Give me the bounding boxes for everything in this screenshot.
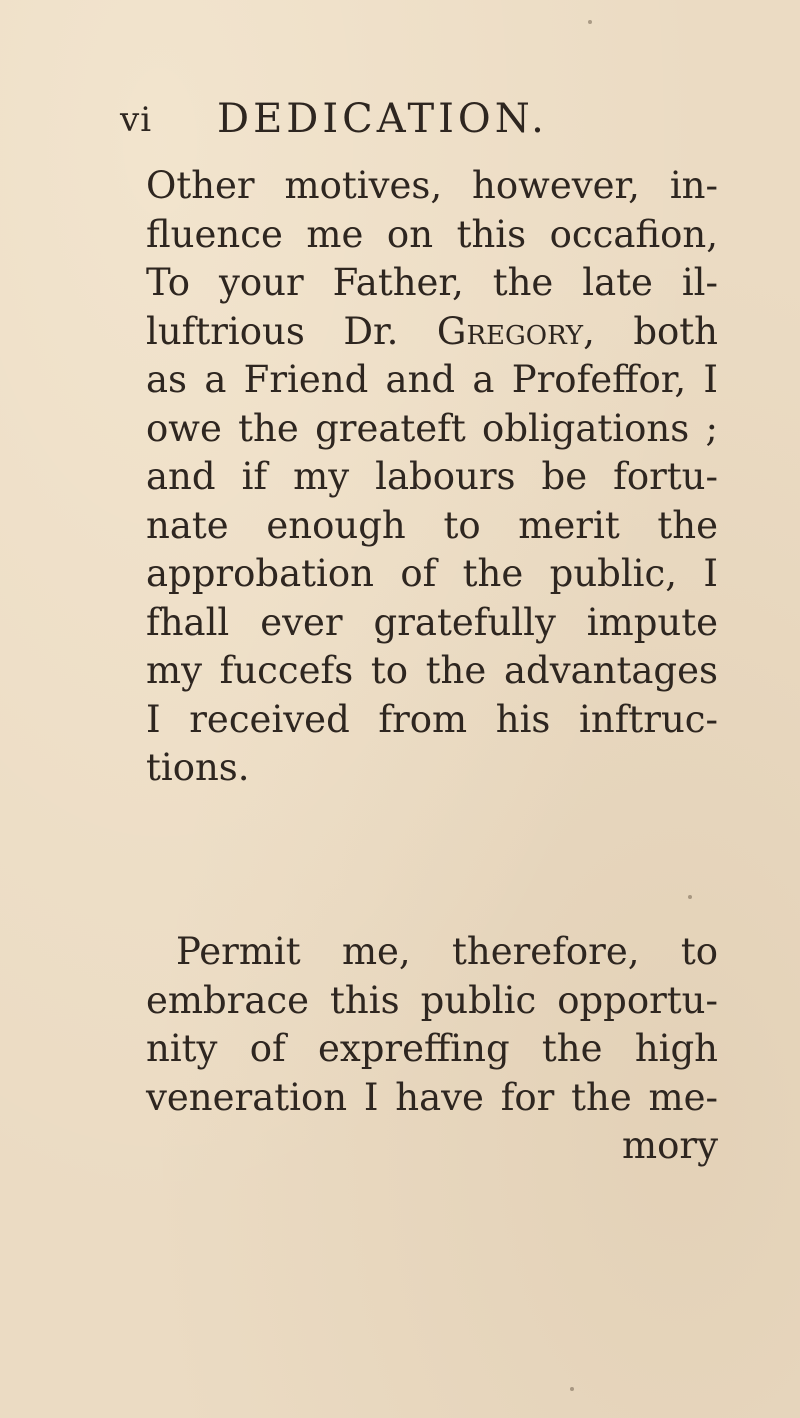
person-name-small-caps: Gregory: [436, 309, 584, 353]
text-line: fhall ever gratefully impute: [146, 600, 718, 644]
text-fragment: luftrious Dr.: [146, 309, 399, 353]
text-line: To your Father, the late il-: [146, 261, 718, 304]
text-line: veneration I have for the me-: [146, 1075, 718, 1119]
text-line: as a Friend and a Profeffor, I: [146, 358, 718, 401]
paper-speck: [588, 20, 592, 24]
page-number: vi: [120, 100, 153, 140]
page-header: [120, 96, 720, 156]
catchword: mory: [622, 1124, 718, 1167]
paragraph-2: [146, 928, 718, 1171]
paper-speck: [570, 1387, 574, 1391]
paper-speck: [688, 895, 692, 899]
text-line: Permit me, therefore, to: [176, 930, 718, 973]
paragraph-1: [146, 162, 718, 793]
text-fragment: , both: [583, 309, 718, 353]
text-line: my fuccefs to the advantages: [146, 649, 718, 692]
text-line: tions.: [146, 746, 250, 789]
text-line-with-name: [146, 308, 718, 357]
text-line: nate enough to merit the: [146, 503, 718, 547]
text-line: embrace this public opportu-: [146, 978, 718, 1022]
text-line: fluence me on this occafion,: [146, 212, 718, 256]
text-line: nity of expreffing the high: [146, 1027, 718, 1070]
running-title: DEDICATION.: [217, 96, 548, 142]
text-line: owe the greateft obligations ;: [146, 406, 718, 450]
text-line: Other motives, however, in-: [146, 164, 718, 207]
text-line: approbation of the public, I: [146, 552, 718, 595]
text-line: I received from his inftruc-: [146, 697, 718, 741]
text-line: and if my labours be fortu-: [146, 455, 718, 498]
